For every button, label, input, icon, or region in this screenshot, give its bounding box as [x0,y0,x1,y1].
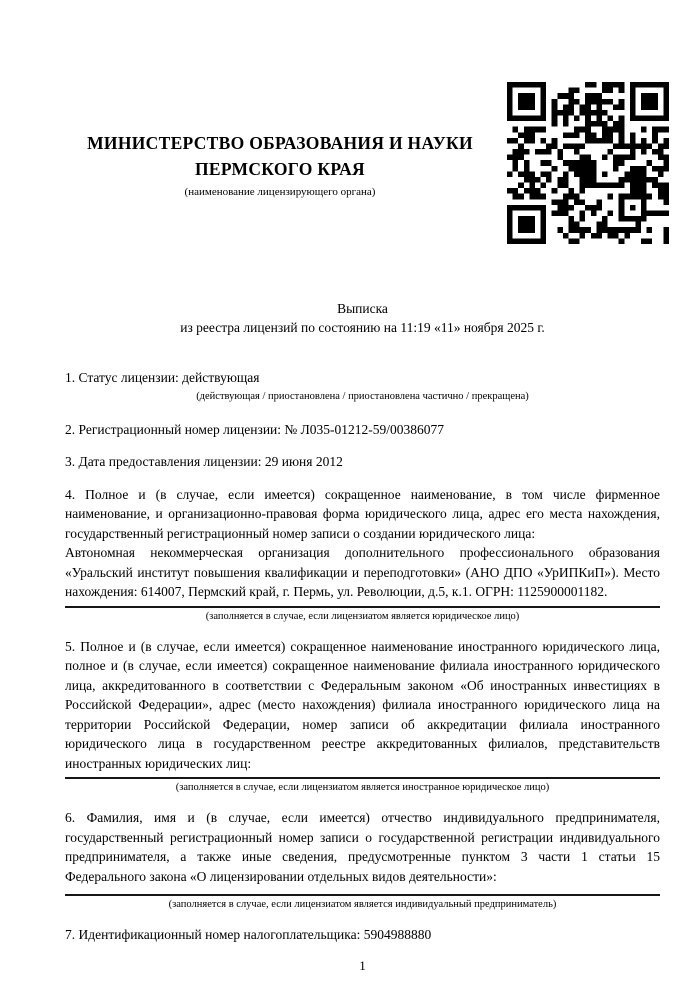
licensing-authority-header [70,130,490,199]
document-title: Выписка [337,301,388,316]
document-title-block [65,299,660,337]
authority-name-line2: ПЕРМСКОГО КРАЯ [195,159,365,179]
section-2-registration-number: 2. Регистрационный номер лицензии: № Л035-01212-59/00386077 [65,421,445,437]
section-4-legal-entity-heading: 4. Полное и (в случае, если имеется) сокращенное наименование, в том числе фирменное наименование, и организационно-правовая форма юридического лица, адрес его места нахождения, государственный регистрационный номер записи о создании юридического лица: [65,486,660,541]
section-5-foreign-entity-note: (заполняется в случае, если лицензиатом является иностранное юридическое лицо) [175,782,550,793]
document-subtitle: из реестра лицензий по состоянию на 11:19 «11» ноября 2025 г. [180,320,545,335]
document-content [65,0,660,974]
section-4-legal-entity-note: (заполняется в случае, если лицензиатом является юридическое лицо) [205,610,520,622]
section-1-license-status: 1. Статус лицензии: действующая [65,370,260,385]
section-1-status-options-note: (действующая / приостановлена / приостановлена частично / прекращена) [196,390,529,402]
section-5-foreign-entity-heading: 5. Полное и (в случае, если имеется) сокращенное наименование иностранного юридического лица, полное и (в случае, если имеется) сокращенное наименование филиала иностранного юридического лица, аккредитованного в соответствии с Федеральным законом «Об иностранных инвестициях в Российской Федерации», адрес (место нахождения) филиала иностранного юридического лица на территории Российской Федерации, номер записи об аккредитации филиала иностранного юридического лица в государственном реестре аккредитованных филиалов, представительств иностранных юридических лиц: [65,638,660,771]
section-4-legal-entity-value: Автономная некоммерческая организация дополнительного профессионального образования «Уральский институт повышения квалификации и переподготовки» (АНО ДПО «УрИПКиП»). Место нахождения: 614007, Пермский край, г. Пермь, ул. Революции, д.5, к.1. ОГРН: 1125900001182. [65,545,660,599]
section-3-license-grant-date: 3. Дата предоставления лицензии: 29 июня 2012 [65,454,343,469]
authority-name-caption: (наименование лицензирующего органа) [184,186,376,198]
section-7-taxpayer-id: 7. Идентификационный номер налогоплательщика: 5904988880 [65,927,432,942]
section-6-entrepreneur-heading: 6. Фамилия, имя и (в случае, если имеется) отчество индивидуального предпринимателя, государственный регистрационный номер записи о государственной регистрации индивидуального предпринимателя, а также иные сведения, предусмотренные пунктом 3 части 1 статьи 15 Федерального закона «О лицензировании отдельных видов деятельности»: [65,810,660,884]
authority-name-line1: МИНИСТЕРСТВО ОБРАЗОВАНИЯ И НАУКИ [87,133,473,153]
section-4-fill-in-rule [65,606,660,608]
page-number: 1 [359,957,366,973]
section-5-fill-in-rule [65,777,660,779]
section-6-fill-in-rule [65,894,660,896]
section-6-entrepreneur-note: (заполняется в случае, если лицензиатом является индивидуальный предприниматель) [168,899,557,910]
